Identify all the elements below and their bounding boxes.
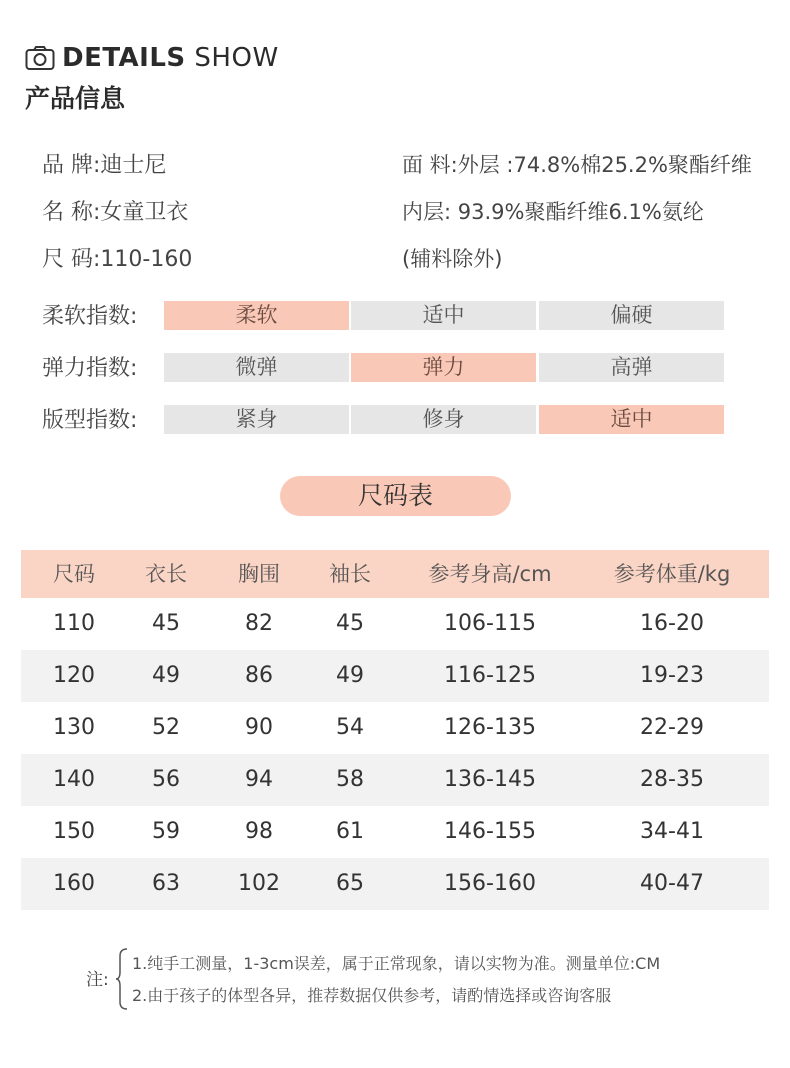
- table-cell: 136-145: [444, 767, 536, 792]
- table-cell: 140: [53, 767, 95, 792]
- index-option: 柔软: [164, 301, 349, 330]
- index-option: 微弹: [164, 353, 349, 382]
- table-cell: 56: [152, 767, 180, 792]
- table-cell: 82: [245, 611, 273, 636]
- table-cell: 98: [245, 819, 273, 844]
- table-row: [21, 650, 769, 702]
- size-table-title: 尺码表: [280, 476, 511, 516]
- table-cell: 54: [336, 715, 364, 740]
- table-cell: 160: [53, 871, 95, 896]
- table-cell: 40-47: [640, 871, 704, 896]
- table-cell: 59: [152, 819, 180, 844]
- table-cell: 52: [152, 715, 180, 740]
- index-label: 柔软指数:: [42, 304, 138, 329]
- table-cell: 110: [53, 611, 95, 636]
- table-cell: 49: [152, 663, 180, 688]
- table-cell: 130: [53, 715, 95, 740]
- index-option: 适中: [351, 301, 536, 330]
- table-cell: 106-115: [444, 611, 536, 636]
- table-cell: 156-160: [444, 871, 536, 896]
- table-cell: 22-29: [640, 715, 704, 740]
- table-header-cell: 参考身高/cm: [428, 562, 552, 586]
- table-header-cell: 胸围: [238, 562, 280, 586]
- index-label: 版型指数:: [42, 408, 138, 433]
- table-row: [21, 598, 769, 650]
- index-option: 偏硬: [539, 301, 724, 330]
- table-header-cell: 衣长: [145, 562, 187, 586]
- index-option: 紧身: [164, 405, 349, 434]
- camera-icon: [25, 45, 55, 71]
- note-item: 2.由于孩子的体型各异，推荐数据仅供参考，请酌情选择或咨询客服: [132, 986, 612, 1005]
- table-cell: 61: [336, 819, 364, 844]
- accessory-note: (辅料除外): [402, 247, 503, 271]
- table-cell: 150: [53, 819, 95, 844]
- table-cell: 63: [152, 871, 180, 896]
- table-header-cell: 袖长: [329, 562, 371, 586]
- brace-icon: [115, 948, 129, 1010]
- page-subtitle: 产品信息: [25, 84, 126, 113]
- table-cell: 65: [336, 871, 364, 896]
- table-cell: 86: [245, 663, 273, 688]
- table-header-row: [21, 550, 769, 598]
- table-cell: 16-20: [640, 611, 704, 636]
- index-option: 弹力: [351, 353, 536, 382]
- index-option: 修身: [351, 405, 536, 434]
- notes-label: 注:: [86, 970, 109, 990]
- fabric-info: 面 料:外层 :74.8%棉25.2%聚酯纤维: [402, 153, 752, 177]
- table-cell: 120: [53, 663, 95, 688]
- table-cell: 90: [245, 715, 273, 740]
- table-cell: 19-23: [640, 663, 704, 688]
- table-cell: 45: [152, 611, 180, 636]
- table-cell: 102: [238, 871, 280, 896]
- note-item: 1.纯手工测量，1-3cm误差，属于正常现象，请以实物为准。测量单位:CM: [132, 954, 661, 973]
- table-cell: 28-35: [640, 767, 704, 792]
- table-cell: 94: [245, 767, 273, 792]
- table-header-cell: 尺码: [53, 562, 95, 586]
- page-title-en: DETAILS SHOW: [62, 43, 279, 73]
- table-row: [21, 754, 769, 806]
- size-table: [21, 550, 769, 910]
- brand-info: 品 牌:迪士尼: [42, 153, 167, 178]
- table-row: [21, 806, 769, 858]
- table-row: [21, 858, 769, 910]
- table-cell: 126-135: [444, 715, 536, 740]
- table-cell: 116-125: [444, 663, 536, 688]
- table-cell: 49: [336, 663, 364, 688]
- table-cell: 58: [336, 767, 364, 792]
- table-row: [21, 702, 769, 754]
- table-cell: 34-41: [640, 819, 704, 844]
- index-label: 弹力指数:: [42, 356, 138, 381]
- name-info: 名 称:女童卫衣: [42, 200, 189, 225]
- size-info: 尺 码:110-160: [42, 247, 193, 272]
- index-option: 适中: [539, 405, 724, 434]
- table-cell: 146-155: [444, 819, 536, 844]
- index-option: 高弹: [539, 353, 724, 382]
- table-header-cell: 参考体重/kg: [613, 562, 731, 586]
- table-cell: 45: [336, 611, 364, 636]
- inner-fabric-info: 内层: 93.9%聚酯纤维6.1%氨纶: [402, 200, 704, 224]
